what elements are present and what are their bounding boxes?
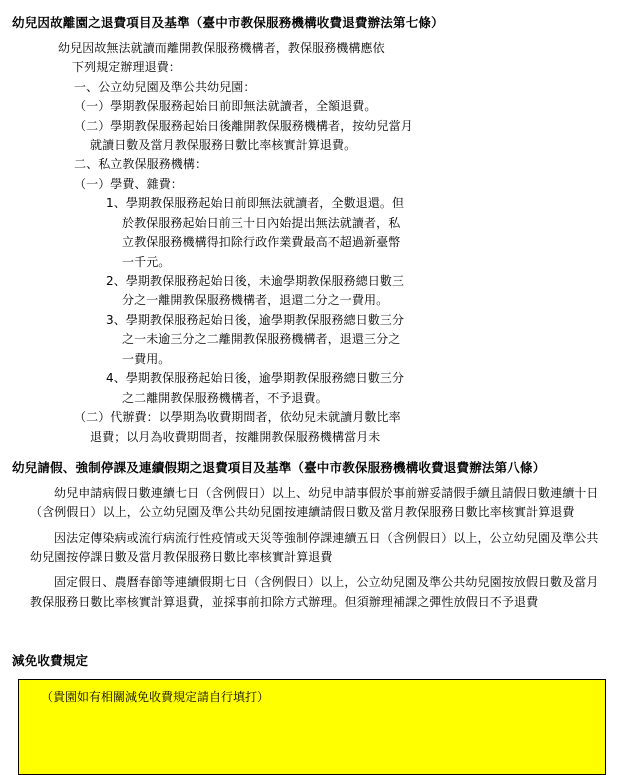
list-item: （二）代辦費：以學期為收費期間者，依幼兒未就讀月數比率 xyxy=(74,410,401,425)
list-item: 退費；以月為收費期間者，按離開教保服務機構當月未 xyxy=(90,429,381,444)
section3-heading: 減免收費規定 xyxy=(12,653,89,669)
list-item: 4、學期教保服務起始日後，逾學期教保服務總日數三分 xyxy=(106,371,405,386)
paragraph: 因法定傳染病或流行病流行性疫情或天災等強制停課連續五日（含例假日）以上，公立幼兒園及準公共幼兒園按停課日數及當月教保服務日數比率核實計算退費 xyxy=(30,530,599,564)
highlight-fill-in-box[interactable] xyxy=(18,679,606,775)
list-item: 2、學期教保服務起始日後，未逾學期教保服務總日數三 xyxy=(106,274,405,288)
section1-intro-line2: 下列規定辦理退費： xyxy=(72,60,181,75)
list-item: 一費用。 xyxy=(122,351,171,366)
section2-body xyxy=(0,484,624,613)
section1-intro-line1: 幼兒因故無法就讀而離開教保服務機構者，教保服務機構應依 xyxy=(58,40,385,55)
list-item: （二）學期教保服務起始日後離開教保服務機構者，按幼兒當月 xyxy=(74,118,413,133)
section1-heading: 幼兒因故離園之退費項目及基準（臺中市教保服務機構收費退費辦法第七條） xyxy=(12,15,444,30)
list-item: 分之一離開教保服務機構者，退還二分之一費用。 xyxy=(122,293,389,308)
list-item: 立教保服務機構得扣除行政作業費最高不超過新臺幣 xyxy=(122,235,401,250)
list-item: 二、私立教保服務機構： xyxy=(74,157,208,172)
section2-heading: 幼兒請假、強制停課及連續假期之退費項目及基準（臺中市教保服務機構收費退費辦法第八條） xyxy=(12,459,546,475)
spacer xyxy=(0,612,624,652)
list-item: 之一未逾三分之二離開教保服務機構者，退還三分之 xyxy=(122,332,401,347)
paragraph: 幼兒申請病假日數連續七日（含例假日）以上、幼兒申請事假於事前辦妥請假手續且請假日數連續十日（含例假日）以上，公立幼兒園及準公共幼兒園按連續請假日數及當月教保服務日數比率核實計算退費 xyxy=(30,485,599,520)
paragraph: 固定假日、農曆春節等連續假期七日（含例假日）以上，公立幼兒園及準公共幼兒園按放假日數及當月教保服務日數比率核實計算退費，並採事前扣除方式辦理。但須辦理補課之彈性放假日不予退費 xyxy=(30,575,599,609)
list-item: 1、學期教保服務起始日前即無法就讀者，全數退還。但 xyxy=(106,196,405,211)
list-item: 3、學期教保服務起始日後，逾學期教保服務總日數三分 xyxy=(106,312,405,327)
list-item: 之二離開教保服務機構者，不予退費。 xyxy=(122,390,328,405)
list-item: （一）學費、雜費： xyxy=(74,176,183,191)
highlight-note-text: （貴園如有相關減免收費規定請自行填打） xyxy=(41,690,270,705)
list-item: （一）學期教保服務起始日前即無法就讀者，全額退費。 xyxy=(74,99,377,114)
list-item: 一千元。 xyxy=(122,254,171,269)
section1-body xyxy=(0,39,624,447)
list-item: 一、公立幼兒園及準公共幼兒園： xyxy=(74,79,256,94)
list-item: 於教保服務起始日前三十日內始提出無法就讀者，私 xyxy=(122,215,401,230)
list-item: 就讀日數及當月教保服務日數比率核實計算退費。 xyxy=(90,137,357,152)
